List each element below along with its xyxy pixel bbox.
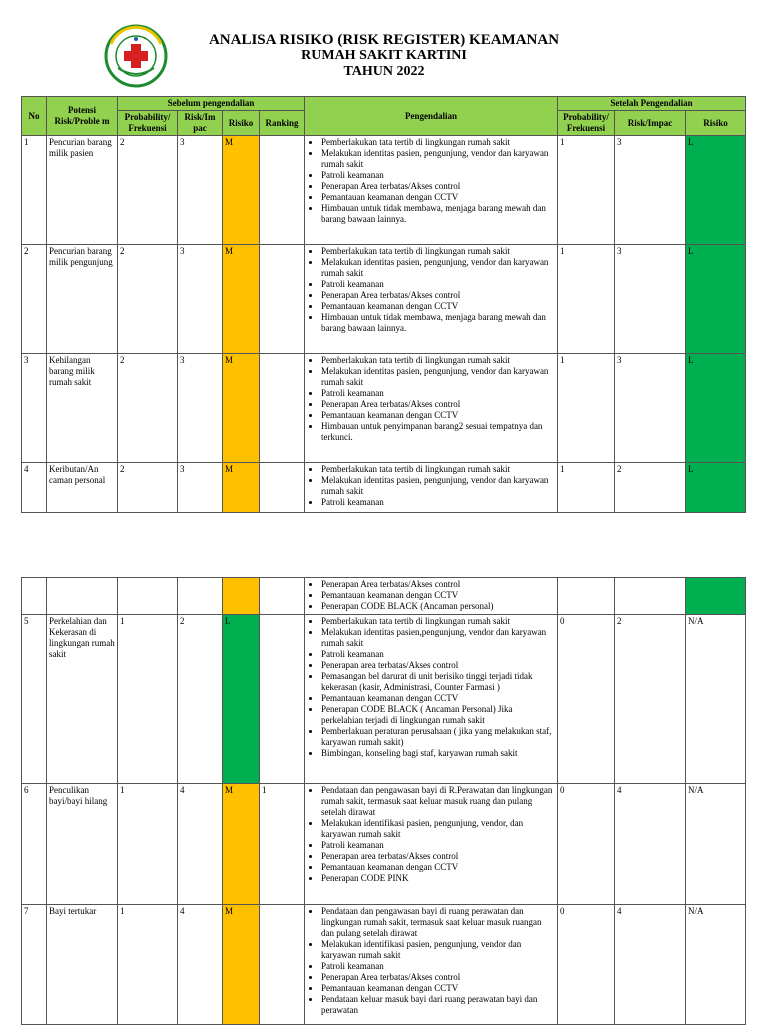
control-item: • Penerapan area terbatas/Akses control: [321, 660, 555, 671]
cell-no: 3: [22, 354, 47, 463]
cell-impact: 4: [178, 784, 223, 905]
cell-pengendalian: [305, 463, 558, 513]
control-item: • Pemberlakuan peraturan perusahaan ( jika yang melakukan staf, karyawan rumah sakit): [321, 726, 555, 748]
control-list: [307, 355, 555, 443]
control-item: • Melakukan identifikasi pasien, pengunjung, vendor, dan karyawan rumah sakit: [321, 818, 555, 840]
control-item: • Patroli keamanan: [321, 279, 555, 290]
cell-impact-after: 4: [615, 784, 686, 905]
control-item: • Melakukan identitas pasien, pengunjung, vendor dan karyawan rumah sakit: [321, 148, 555, 170]
control-item: • Pemantauan keamanan dengan CCTV: [321, 301, 555, 312]
cell-pengendalian: [305, 354, 558, 463]
cell-no: 5: [22, 615, 47, 784]
cell-impact: 3: [178, 136, 223, 245]
cell-potensi: Keributan/An caman personal: [47, 463, 118, 513]
control-item: • Penerapan CODE BLACK (Ancaman personal): [321, 601, 555, 612]
cell-impact-after: 4: [615, 905, 686, 1025]
control-list: [307, 579, 555, 612]
col-header-no: No: [22, 97, 47, 136]
control-item: • Himbauan untuk tidak membawa, menjaga barang mewah dan barang bawaan lainnya.: [321, 203, 555, 225]
cell-risiko-after: L: [686, 463, 746, 513]
col-header-setelah: Setelah Pengendalian: [558, 97, 746, 111]
control-item: • Patroli keamanan: [321, 840, 555, 851]
col-header-impact: Risk/Im pac: [178, 111, 223, 136]
document-header: [0, 0, 768, 96]
control-item: • Patroli keamanan: [321, 388, 555, 399]
control-item: • Pemantauan keamanan dengan CCTV: [321, 862, 555, 873]
table-row: [22, 784, 746, 905]
document-title: ANALISA RISIKO (RISK REGISTER) KEAMANAN: [208, 32, 560, 48]
control-item: • Melakukan identitas pasien, pengunjung, vendor dan karyawan rumah sakit: [321, 475, 555, 497]
cell-risiko: M: [223, 245, 260, 354]
table-row: [22, 463, 746, 513]
cell-impact-after: 2: [615, 615, 686, 784]
col-header-risiko-after: Risiko: [686, 111, 746, 136]
control-item: • Penerapan Area terbatas/Akses control: [321, 290, 555, 301]
control-item: • Pemasangan bel darurat di unit berisiko tinggi terjadi tidak kekerasan (kasir, Administrasi, Counter Farmasi ): [321, 671, 555, 693]
table-row: [22, 615, 746, 784]
cell-risiko: M: [223, 905, 260, 1025]
cell-probability: 2: [118, 245, 178, 354]
cell-impact: 3: [178, 245, 223, 354]
cell-probability-after: 1: [558, 245, 615, 354]
control-item: • Penerapan CODE BLACK ( Ancaman Personal) Jika perkelahian terjadi di lingkungan rumah sakit: [321, 704, 555, 726]
cell-risiko-after: L: [686, 245, 746, 354]
cell-risiko-after: N/A: [686, 905, 746, 1025]
cell-probability-after: 0: [558, 784, 615, 905]
control-list: [307, 464, 555, 508]
title-block: [150, 32, 618, 80]
control-item: • Pemantauan keamanan dengan CCTV: [321, 590, 555, 601]
cell-impact: 3: [178, 463, 223, 513]
control-item: • Pemantauan keamanan dengan CCTV: [321, 410, 555, 421]
cell-risiko: L: [223, 615, 260, 784]
cell-probability: 2: [118, 463, 178, 513]
control-item: • Bimbingan, konseling bagi staf, karyawan rumah sakit: [321, 748, 555, 759]
cell-probability-after: 0: [558, 905, 615, 1025]
col-header-impact-after: Risk/Impac: [615, 111, 686, 136]
control-item: • Penerapan Area terbatas/Akses control: [321, 972, 555, 983]
cell-potensi: Penculikan bayi/bayi hilang: [47, 784, 118, 905]
cell-probability: 1: [118, 784, 178, 905]
control-item: • Melakukan identitas pasien, pengunjung, vendor dan karyawan rumah sakit: [321, 257, 555, 279]
control-item: • Pemberlakukan tata tertib di lingkungan rumah sakit: [321, 137, 555, 148]
cell-risiko: M: [223, 136, 260, 245]
control-list: [307, 785, 555, 884]
cell-no: 7: [22, 905, 47, 1025]
cell-risiko-after: L: [686, 354, 746, 463]
cell-potensi: Kehilangan barang milik rumah sakit: [47, 354, 118, 463]
cell-probability: 2: [118, 136, 178, 245]
control-item: • Melakukan identitas pasien, pengunjung, vendor dan karyawan rumah sakit: [321, 366, 555, 388]
control-item: • Pendataan keluar masuk bayi dari ruang perawatan bayi dan perawatan: [321, 994, 555, 1016]
table-row-continuation: [22, 578, 746, 615]
cell-risiko-after: [686, 578, 746, 615]
cell-no: 4: [22, 463, 47, 513]
control-item: • Pemberlakukan tata tertib di lingkungan rumah sakit: [321, 246, 555, 257]
control-item: • Pemantauan keamanan dengan CCTV: [321, 192, 555, 203]
control-item: • Patroli keamanan: [321, 497, 555, 508]
document-year: TAHUN 2022: [343, 64, 425, 79]
table-row: [22, 245, 746, 354]
cell-ranking: [260, 354, 305, 463]
col-header-sebelum: Sebelum pengendalian: [118, 97, 305, 111]
cell-ranking: [260, 905, 305, 1025]
col-header-potensi: Potensi Risk/Proble m: [47, 97, 118, 136]
cell-ranking: [260, 136, 305, 245]
cell-no: 1: [22, 136, 47, 245]
cell-no: 2: [22, 245, 47, 354]
cell-pengendalian: [305, 245, 558, 354]
control-item: • Penerapan Area terbatas/Akses control: [321, 181, 555, 192]
control-list: [307, 616, 555, 759]
control-item: • Patroli keamanan: [321, 961, 555, 972]
cell-pengendalian: [305, 615, 558, 784]
hospital-name: RUMAH SAKIT KARTINI: [301, 48, 467, 63]
cell-risiko-after: N/A: [686, 615, 746, 784]
cell-probability-after: 0: [558, 615, 615, 784]
cell-impact-after: 3: [615, 136, 686, 245]
control-item: • Pemberlakukan tata tertib di lingkungan rumah sakit: [321, 355, 555, 366]
cell-probability-after: 1: [558, 136, 615, 245]
cell-impact: 4: [178, 905, 223, 1025]
control-list: [307, 906, 555, 1016]
col-header-risiko: Risiko: [223, 111, 260, 136]
cell-risiko: [223, 578, 260, 615]
control-item: • Himbauan untuk tidak membawa, menjaga barang mewah dan barang bawaan lainnya.: [321, 312, 555, 334]
cell-impact-after: 2: [615, 463, 686, 513]
table-row: [22, 136, 746, 245]
cell-ranking: [260, 463, 305, 513]
col-header-pengendalian: Pengendalian: [305, 97, 558, 136]
table-row: [22, 354, 746, 463]
control-item: • Pemantauan keamanan dengan CCTV: [321, 693, 555, 704]
control-item: • Himbauan untuk penyimpanan barang2 sesuai tempatnya dan terkunci.: [321, 421, 555, 443]
col-header-ranking: Ranking: [260, 111, 305, 136]
risk-register-table-continued: [21, 577, 746, 1025]
cell-ranking: [260, 615, 305, 784]
cell-impact-after: 3: [615, 245, 686, 354]
cell-pengendalian: [305, 578, 558, 615]
cell-potensi: Perkelahian dan Kekerasan di lingkungan rumah sakit: [47, 615, 118, 784]
cell-risiko: M: [223, 354, 260, 463]
cell-ranking: [260, 245, 305, 354]
col-header-probability-after: Probability/ Frekuensi: [558, 111, 615, 136]
control-item: • Patroli keamanan: [321, 170, 555, 181]
control-item: • Pemberlakukan tata tertib di lingkungan rumah sakit: [321, 616, 555, 627]
cell-ranking: 1: [260, 784, 305, 905]
control-item: • Melakukan identifikasi pasien, pengunjung, vendor dan karyawan rumah sakit: [321, 939, 555, 961]
control-item: • Pendataan dan pengawasan bayi di R.Perawatan dan lingkungan rumah sakit, termasuk saat keluar masuk ruang dan pulang setelah dirawat: [321, 785, 555, 818]
cell-pengendalian: [305, 136, 558, 245]
cell-probability: 1: [118, 615, 178, 784]
control-list: [307, 137, 555, 225]
cell-no: 6: [22, 784, 47, 905]
cell-risiko-after: N/A: [686, 784, 746, 905]
cell-potensi: Pencurian barang milik pasien: [47, 136, 118, 245]
cell-risiko-after: L: [686, 136, 746, 245]
control-item: • Penerapan Area terbatas/Akses control: [321, 579, 555, 590]
col-header-probability: Probability/ Frekuensi: [118, 111, 178, 136]
control-item: • Patroli keamanan: [321, 649, 555, 660]
cell-pengendalian: [305, 905, 558, 1025]
control-list: [307, 246, 555, 334]
cell-impact-after: 3: [615, 354, 686, 463]
cell-potensi: Pencurian barang milik pengunjung: [47, 245, 118, 354]
control-item: • Pendataan dan pengawasan bayi di ruang perawatan dan lingkungan rumah sakit, termasuk saat keluar masuk ruangan dan pulang setelah dirawat: [321, 906, 555, 939]
cell-probability-after: 1: [558, 354, 615, 463]
cell-impact: 3: [178, 354, 223, 463]
cell-risiko: M: [223, 463, 260, 513]
control-item: • Pemantauan keamanan dengan CCTV: [321, 983, 555, 994]
cell-probability-after: 1: [558, 463, 615, 513]
control-item: • Pemberlakukan tata tertib di lingkungan rumah sakit: [321, 464, 555, 475]
table-row: [22, 905, 746, 1025]
control-item: • Melakukan identitas pasien,pengunjung, vendor dan karyawan rumah sakit: [321, 627, 555, 649]
control-item: • Penerapan area terbatas/Akses control: [321, 851, 555, 862]
cell-probability: 2: [118, 354, 178, 463]
control-item: • Penerapan CODE PINK: [321, 873, 555, 884]
cell-probability: 1: [118, 905, 178, 1025]
control-item: • Penerapan Area terbatas/Akses control: [321, 399, 555, 410]
cell-risiko: M: [223, 784, 260, 905]
cell-pengendalian: [305, 784, 558, 905]
cell-impact: 2: [178, 615, 223, 784]
cell-potensi: Bayi tertukar: [47, 905, 118, 1025]
risk-register-table: [21, 96, 746, 513]
